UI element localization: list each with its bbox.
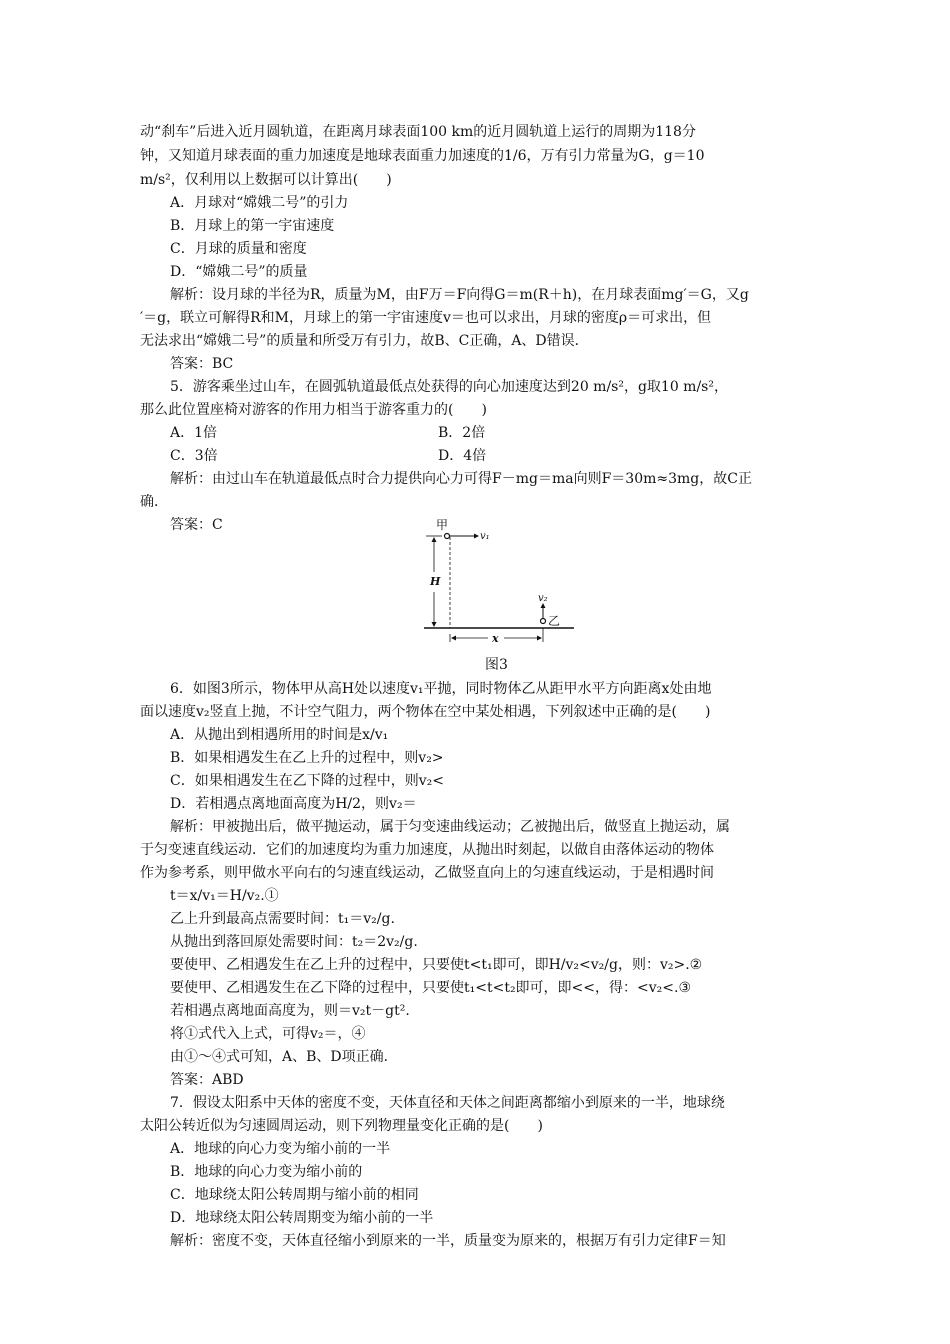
q4-stem-line-2: 钟，又知道月球表面的重力加速度是地球表面重力加速度的1/6，万有引力常量为G，g＝10 (140, 148, 705, 164)
q5-option-a: A．1倍 (170, 425, 218, 441)
q5-analysis-line-2: 确． (140, 494, 168, 510)
q4-analysis-line-1: 解析：设月球的半径为R，质量为M，由F万＝F向得G＝m(R＋h)，在月球表面mg′＝G，又g (170, 287, 749, 303)
q7-analysis-line-1: 解析：密度不变，天体直径缩小到原来的一半，质量变为原来的，根据万有引力定律F＝知 (170, 1233, 726, 1249)
q4-analysis-line-2: ′＝g，联立可解得R和M，月球上的第一宇宙速度v＝也可以求出，月球的密度ρ＝可求出，但 (140, 310, 712, 326)
height-arrowhead-up (432, 537, 437, 542)
figure-label-h: H (430, 575, 441, 588)
q4-analysis-line-3: 无法求出“嫦娥二号”的质量和所受万有引力，故B、C正确，A、D错误． (140, 333, 589, 349)
figure-label-v2: v₂ (538, 593, 548, 604)
q5-option-b: B．2倍 (438, 425, 486, 441)
q6-option-d: D．若相遇点离地面高度为H/2，则v₂＝ (170, 796, 417, 812)
q4-option-c: C．月球的质量和密度 (170, 241, 307, 257)
object-jia (445, 534, 450, 539)
q6-analysis-line-8: 要使甲、乙相遇发生在乙下降的过程中，只要使t₁<t<t₂即可，即<<，得：<v₂<.③ (170, 980, 692, 996)
q6-analysis-line-7: 要使甲、乙相遇发生在乙上升的过程中，只要使t<t₁即可，即H/v₂<v₂/g，则：v₂>.② (170, 957, 703, 973)
q6-analysis-line-3: 作为参考系，则甲做水平向右的匀速直线运动，乙做竖直向上的匀速直线运动，于是相遇时间 (140, 865, 714, 881)
q4-answer: 答案：BC (170, 356, 234, 372)
figure-label-x: x (492, 632, 499, 645)
q6-analysis-line-11: 由①～④式可知，A、B、D项正确． (170, 1049, 398, 1065)
distance-arrowhead-right (537, 636, 542, 641)
q5-answer: 答案：C (170, 517, 223, 533)
q4-stem-line-3: m/s²，仅利用以上数据可以计算出( ) (140, 172, 392, 188)
figure-caption: 图3 (485, 657, 508, 673)
q5-analysis-line-1: 解析：由过山车在轨道最低点时合力提供向心力可得F－mg＝ma向则F＝30m≈3mg，故C正 (170, 471, 752, 487)
q5-stem-line-2: 那么此位置座椅对游客的作用力相当于游客重力的( ) (140, 402, 487, 418)
q7-option-d: D．地球绕太阳公转周期变为缩小前的一半 (170, 1210, 434, 1226)
q6-analysis-line-6: 从抛出到落回原处需要时间：t₂＝2v₂/g. (170, 934, 418, 950)
q7-option-a: A．地球的向心力变为缩小前的一半 (170, 1141, 391, 1157)
q6-analysis-line-10: 将①式代入上式，可得v₂＝，④ (170, 1026, 366, 1042)
q6-stem-line-1: 6．如图3所示，物体甲从高H处以速度v₁平抛，同时物体乙从距甲水平方向距离x处由地 (170, 681, 712, 697)
q5-option-d: D．4倍 (438, 448, 487, 464)
figure-label-yi: 乙 (548, 614, 561, 628)
height-arrowhead-down (432, 622, 437, 627)
figure-label-v1: v₁ (480, 531, 490, 542)
q7-stem-line-1: 7．假设太阳系中天体的密度不变，天体直径和天体之间距离都缩小到原来的一半，地球绕 (170, 1095, 725, 1111)
q6-stem-line-2: 面以速度v₂竖直上抛，不计空气阻力，两个物体在空中某处相遇，下列叙述中正确的是( ) (140, 704, 711, 720)
q4-stem-line-1: 动“刹车”后进入近月圆轨道，在距离月球表面100 km的近月圆轨道上运行的周期为118分 (140, 124, 696, 140)
q6-option-b: B．如果相遇发生在乙上升的过程中，则v₂> (170, 750, 444, 766)
q4-option-a: A．月球对“嫦娥二号”的引力 (170, 195, 349, 211)
q6-analysis-line-4: t＝x/v₁＝H/v₂.① (170, 888, 279, 904)
q7-option-c: C．地球绕太阳公转周期与缩小前的相同 (170, 1187, 419, 1203)
q6-analysis-line-9: 若相遇点离地面高度为，则＝v₂t－gt². (170, 1003, 410, 1019)
q6-answer: 答案：ABD (170, 1072, 244, 1088)
q6-analysis-line-1: 解析：甲被抛出后，做平抛运动，属于匀变速曲线运动；乙被抛出后，做竖直上抛运动，属 (170, 819, 730, 835)
q7-option-b: B．地球的向心力变为缩小前的 (170, 1164, 363, 1180)
q7-stem-line-2: 太阳公转近似为匀速圆周运动，则下列物理量变化正确的是( ) (140, 1118, 543, 1134)
q6-analysis-line-5: 乙上升到最高点需要时间：t₁＝v₂/g. (170, 911, 395, 927)
figure-3-diagram (420, 514, 580, 649)
object-yi (541, 619, 546, 624)
q4-option-d: D．“嫦娥二号”的质量 (170, 264, 308, 280)
figure-label-jia: 甲 (436, 518, 449, 532)
q4-option-b: B．月球上的第一宇宙速度 (170, 218, 335, 234)
q6-option-a: A．从抛出到相遇所用的时间是x/v₁ (170, 727, 389, 743)
distance-arrowhead-left (451, 636, 456, 641)
q6-analysis-line-2: 于匀变速直线运动．它们的加速度均为重力加速度，从抛出时刻起，以做自由落体运动的物体 (140, 842, 714, 858)
v1-arrowhead (474, 534, 479, 539)
q5-option-c: C．3倍 (170, 448, 218, 464)
q5-stem-line-1: 5．游客乘坐过山车，在圆弧轨道最低点处获得的向心加速度达到20 m/s²，g取10 m/s²， (170, 379, 728, 395)
q6-option-c: C．如果相遇发生在乙下降的过程中，则v₂< (170, 773, 444, 789)
